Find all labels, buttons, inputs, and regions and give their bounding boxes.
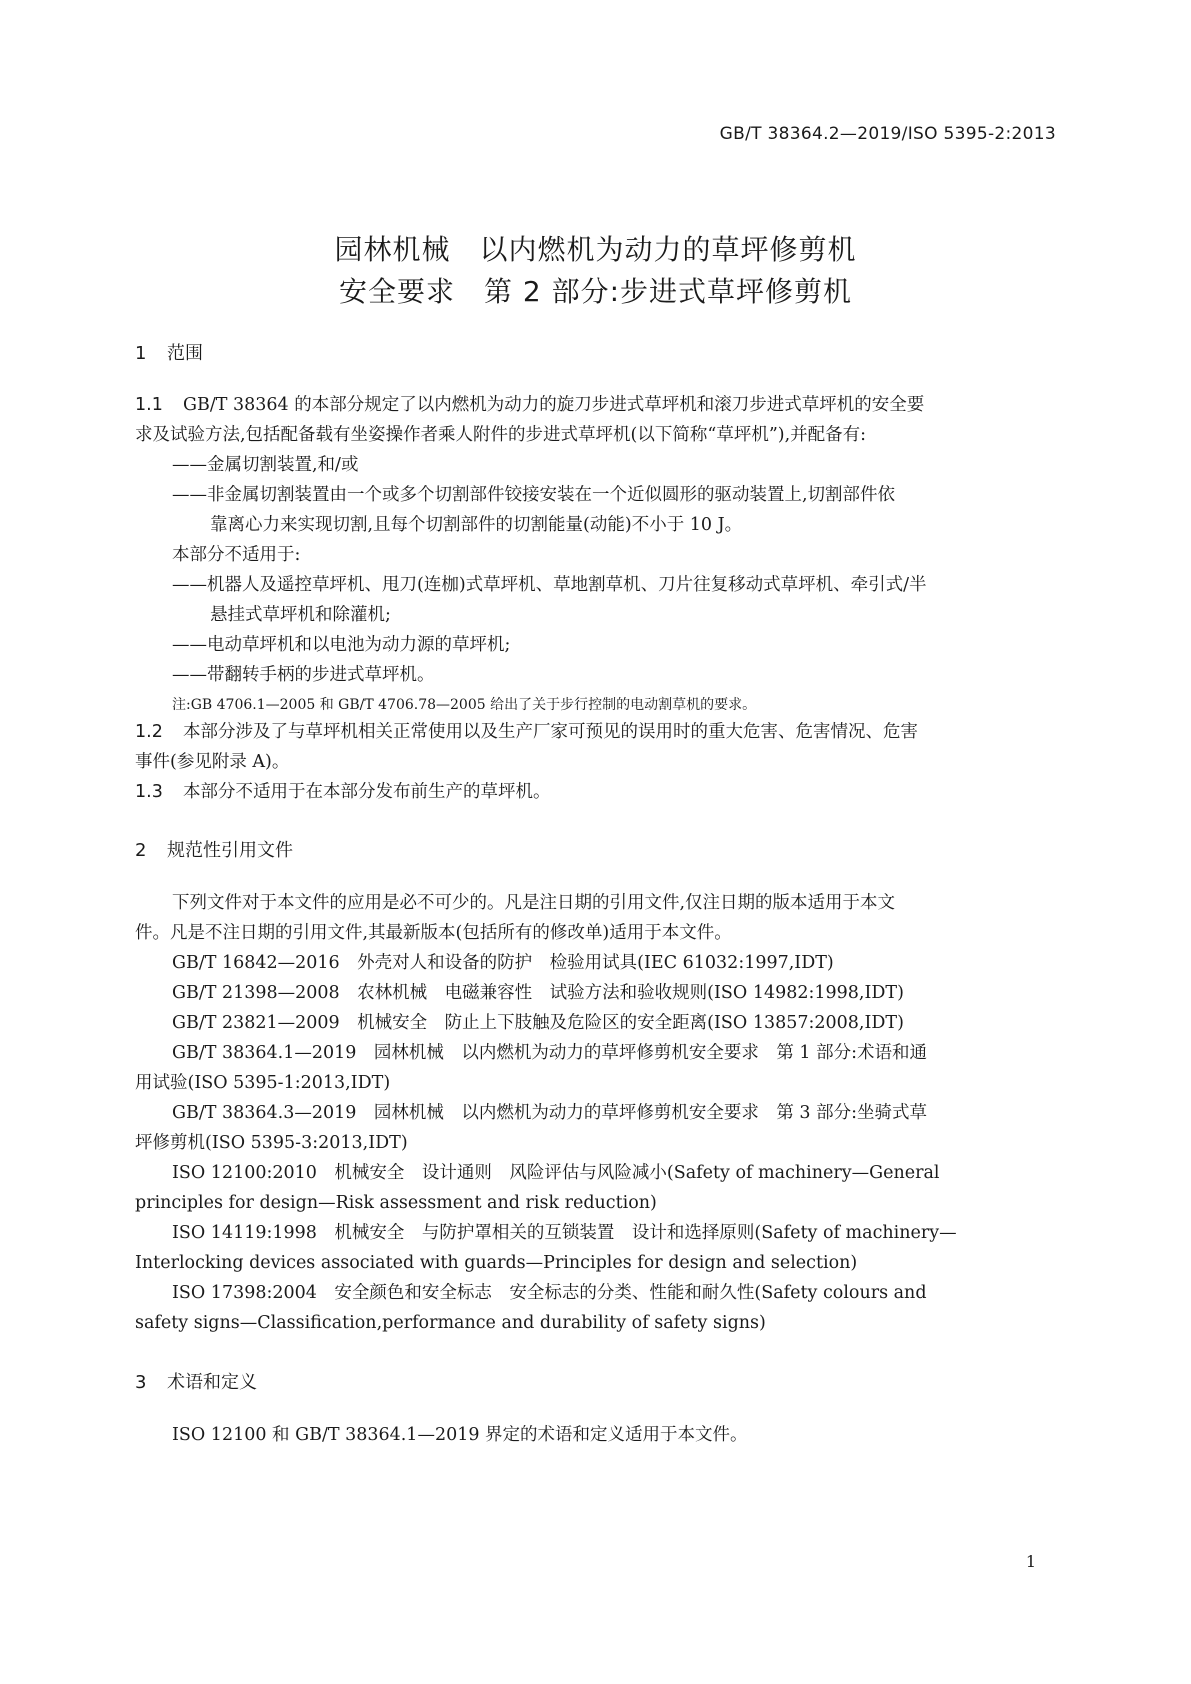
standard-code: GB/T 38364.2—2019/ISO 5395-2:2013 [719, 124, 1056, 144]
paragraph: 件。凡是不注日期的引用文件,其最新版本(包括所有的修改单)适用于本文件。 [135, 923, 732, 943]
clause-1-1-line2: 求及试验方法,包括配备载有坐姿操作者乘人附件的步进式草坪机(以下简称“草坪机”),并配备有: [135, 425, 867, 445]
section-2-heading [135, 836, 293, 862]
reference-item-continuation: 用试验(ISO 5395-1:2013,IDT) [135, 1073, 391, 1093]
reference-item-continuation: Interlocking devices associated with guards—Principles for design and selection) [135, 1253, 858, 1273]
section-title: 范围 [167, 343, 203, 364]
section-number: 1 [135, 343, 147, 364]
clause-1-3: 1.3 本部分不适用于在本部分发布前生产的草坪机。 [135, 777, 551, 807]
reference-item: GB/T 38364.1—2019 园林机械 以内燃机为动力的草坪修剪机安全要求 第 1 部分:术语和通 [172, 1043, 928, 1063]
paragraph: 下列文件对于本文件的应用是必不可少的。凡是注日期的引用文件,仅注日期的版本适用于本文 [172, 893, 896, 913]
reference-item: GB/T 23821—2009 机械安全 防止上下肢触及危险区的安全距离(ISO 13857:2008,IDT) [172, 1013, 904, 1033]
section-title: 术语和定义 [167, 1372, 257, 1393]
clause-1-2-line2: 事件(参见附录 A)。 [135, 752, 290, 772]
document-title-line2: 安全要求 第 2 部分:步进式草坪修剪机 [338, 275, 853, 308]
reference-item: ISO 17398:2004 安全颜色和安全标志 安全标志的分类、性能和耐久性(Safety colours and [172, 1283, 927, 1303]
section-number: 3 [135, 1372, 147, 1393]
clause-1-2-line1: 1.2 本部分涉及了与草坪机相关正常使用以及生产厂家可预见的误用时的重大危害、危害情况、危害 [135, 717, 918, 747]
section-3-heading [135, 1368, 257, 1394]
page-number: 1 [1025, 1552, 1036, 1571]
reference-item: ISO 14119:1998 机械安全 与防护罩相关的互锁装置 设计和选择原则(Safety of machinery— [172, 1223, 957, 1243]
section-1-heading [135, 339, 203, 365]
section-number: 2 [135, 840, 147, 861]
list-item-continuation: 悬挂式草坪机和除灌机; [210, 605, 391, 625]
reference-item: GB/T 21398—2008 农林机械 电磁兼容性 试验方法和验收规则(ISO 14982:1998,IDT) [172, 983, 904, 1003]
list-item-continuation: 靠离心力来实现切割,且每个切割部件的切割能量(动能)不小于 10 J。 [210, 515, 743, 535]
clause-1-1-line1: 1.1 GB/T 38364 的本部分规定了以内燃机为动力的旋刀步进式草坪机和滚刀步进式草坪机的安全要 [135, 390, 924, 420]
clause-number: 1.3 [135, 782, 163, 802]
reference-item-continuation: safety signs—Classification,performance and durability of safety signs) [135, 1313, 766, 1333]
paragraph: 本部分不适用于: [172, 545, 301, 565]
reference-item: ISO 12100:2010 机械安全 设计通则 风险评估与风险减小(Safety of machinery—General [172, 1163, 940, 1183]
list-item: ——带翻转手柄的步进式草坪机。 [172, 665, 435, 685]
document-title-line1: 园林机械 以内燃机为动力的草坪修剪机 [334, 233, 857, 266]
reference-item: GB/T 16842—2016 外壳对人和设备的防护 检验用试具(IEC 61032:1997,IDT) [172, 953, 834, 973]
section-title: 规范性引用文件 [167, 840, 293, 861]
list-item: ——电动草坪机和以电池为动力源的草坪机; [172, 635, 511, 655]
reference-item-continuation: principles for design—Risk assessment and risk reduction) [135, 1193, 657, 1213]
list-item: ——金属切割装置,和/或 [172, 455, 359, 475]
paragraph: ISO 12100 和 GB/T 38364.1—2019 界定的术语和定义适用于本文件。 [172, 1425, 748, 1445]
reference-item-continuation: 坪修剪机(ISO 5395-3:2013,IDT) [135, 1133, 408, 1153]
list-item: ——机器人及遥控草坪机、甩刀(连枷)式草坪机、草地割草机、刀片往复移动式草坪机、牵引式/半 [172, 575, 927, 595]
clause-number: 1.1 [135, 395, 163, 415]
reference-item: GB/T 38364.3—2019 园林机械 以内燃机为动力的草坪修剪机安全要求 第 3 部分:坐骑式草 [172, 1103, 928, 1123]
clause-number: 1.2 [135, 722, 163, 742]
list-item: ——非金属切割装置由一个或多个切割部件铰接安装在一个近似圆形的驱动装置上,切割部件依 [172, 485, 896, 505]
note: 注:GB 4706.1—2005 和 GB/T 4706.78—2005 给出了关于步行控制的电动割草机的要求。 [172, 697, 757, 713]
